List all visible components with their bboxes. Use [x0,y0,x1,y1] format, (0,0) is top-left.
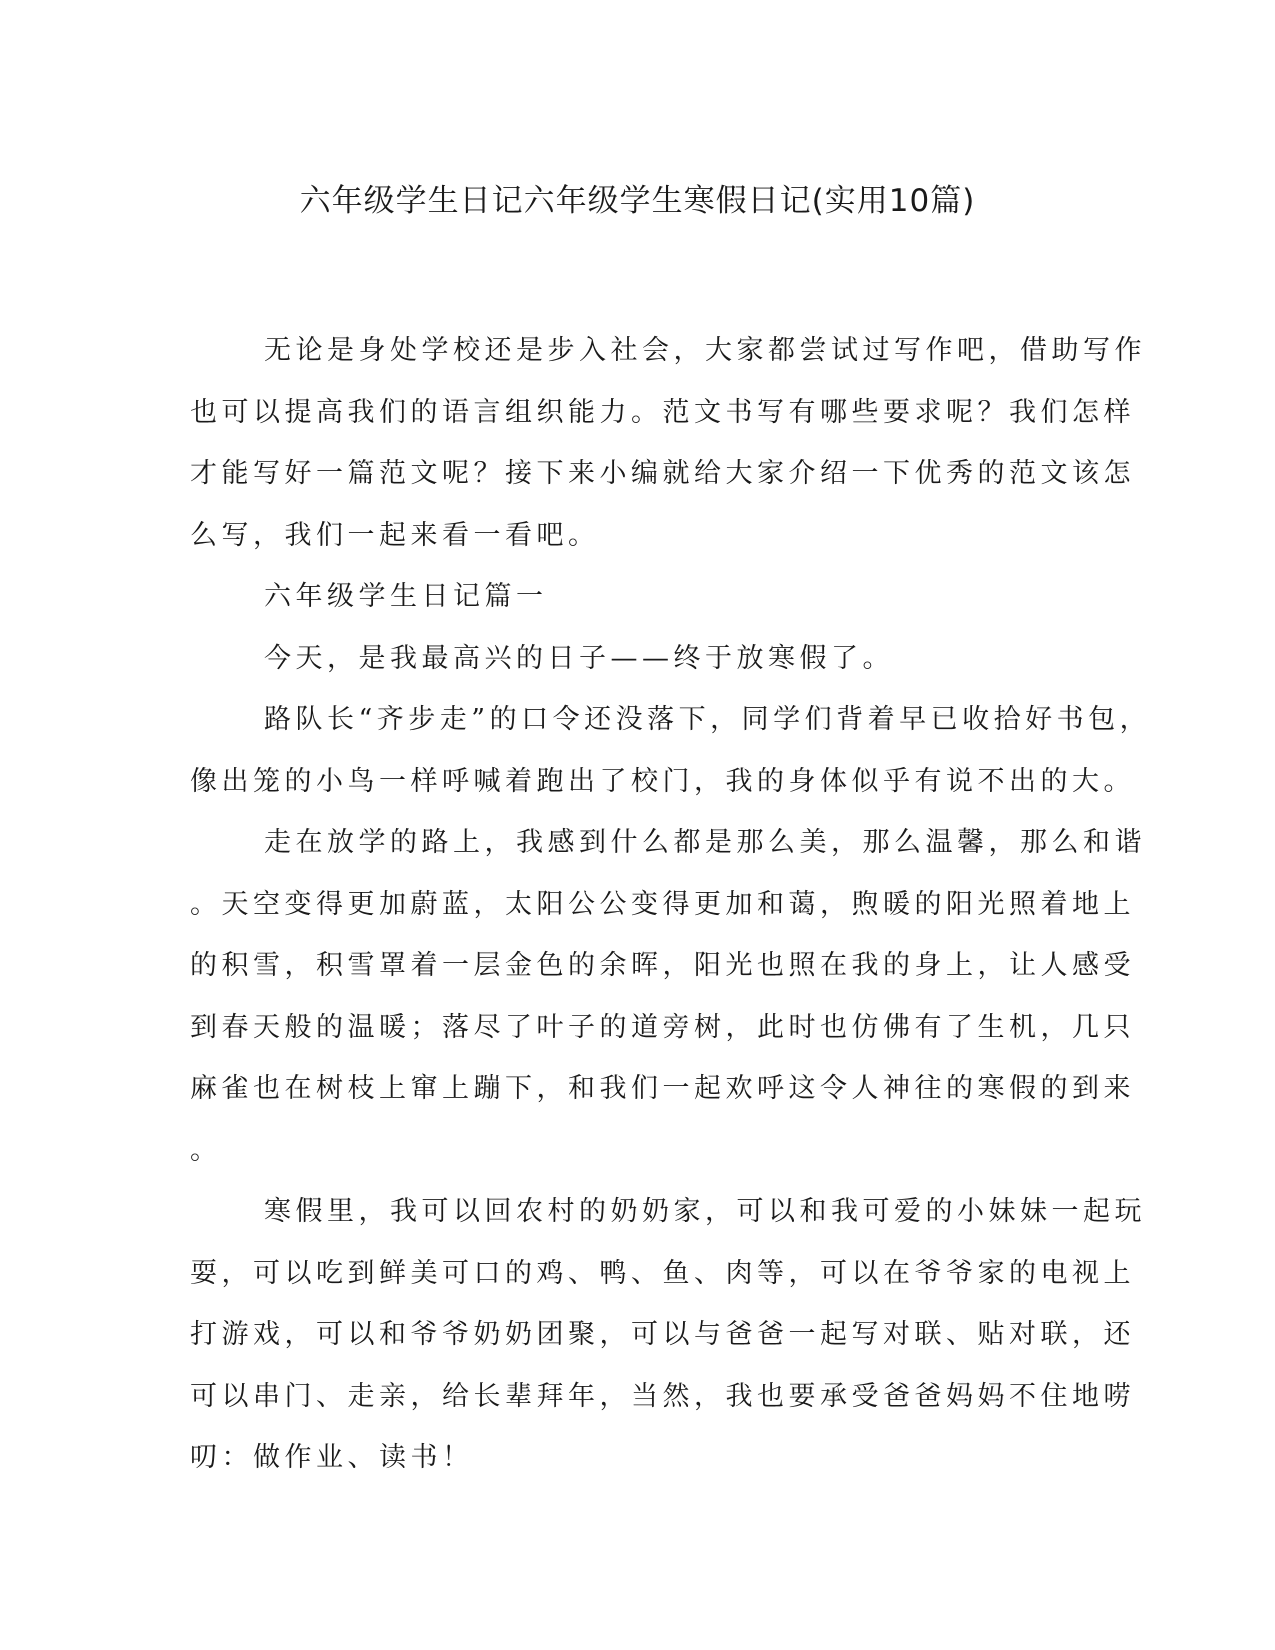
text-line: 路队长“齐步走”的口令还没落下，同学们背着早已收拾好书包， [264,704,1152,735]
text-line: 才能写好一篇范文呢？接下来小编就给大家介绍一下优秀的范文该怎 [190,458,1135,489]
text-line: 。 [190,1134,222,1166]
text-line: 无论是身处学校还是步入社会，大家都尝试过写作吧，借助写作 [264,335,1146,366]
text-line: 。天空变得更加蔚蓝，太阳公公变得更加和蔼，煦暖的阳光照着地上 [190,888,1135,920]
text-line: 可以串门、走亲，给长辈拜年，当然，我也要承受爸爸妈妈不住地唠 [190,1380,1135,1412]
text-line: 今天，是我最高兴的日子——终于放寒假了。 [264,642,894,674]
text-line: 麻雀也在树枝上窜上蹦下，和我们一起欢呼这令人神往的寒假的到来 [190,1073,1135,1104]
text-line: 打游戏，可以和爷爷奶奶团聚，可以与爸爸一起写对联、贴对联，还 [190,1319,1135,1350]
text-line: 叨：做作业、读书！ [190,1442,474,1473]
text-line: 到春天般的温暖；落尽了叶子的道旁树，此时也仿佛有了生机，几只 [190,1011,1135,1043]
text-line: 么写，我们一起来看一看吧。 [190,519,600,551]
text-line: 耍，可以吃到鲜美可口的鸡、鸭、鱼、肉等，可以在爷爷家的电视上 [190,1257,1135,1289]
text-line: 走在放学的路上，我感到什么都是那么美，那么温馨，那么和谐 [264,827,1146,858]
document-title: 六年级学生日记六年级学生寒假日记(实用10篇) [299,183,976,219]
text-line: 寒假里，我可以回农村的奶奶家，可以和我可爱的小妹妹一起玩 [264,1196,1146,1227]
document-body [190,320,1152,1489]
text-line: 的积雪，积雪罩着一层金色的余晖，阳光也照在我的身上，让人感受 [190,950,1135,981]
text-line: 六年级学生日记篇一 [264,581,548,612]
text-line: 也可以提高我们的语言组织能力。范文书写有哪些要求呢？我们怎样 [190,396,1135,428]
text-line: 像出笼的小鸟一样呼喊着跑出了校门，我的身体似乎有说不出的大。 [190,765,1135,797]
